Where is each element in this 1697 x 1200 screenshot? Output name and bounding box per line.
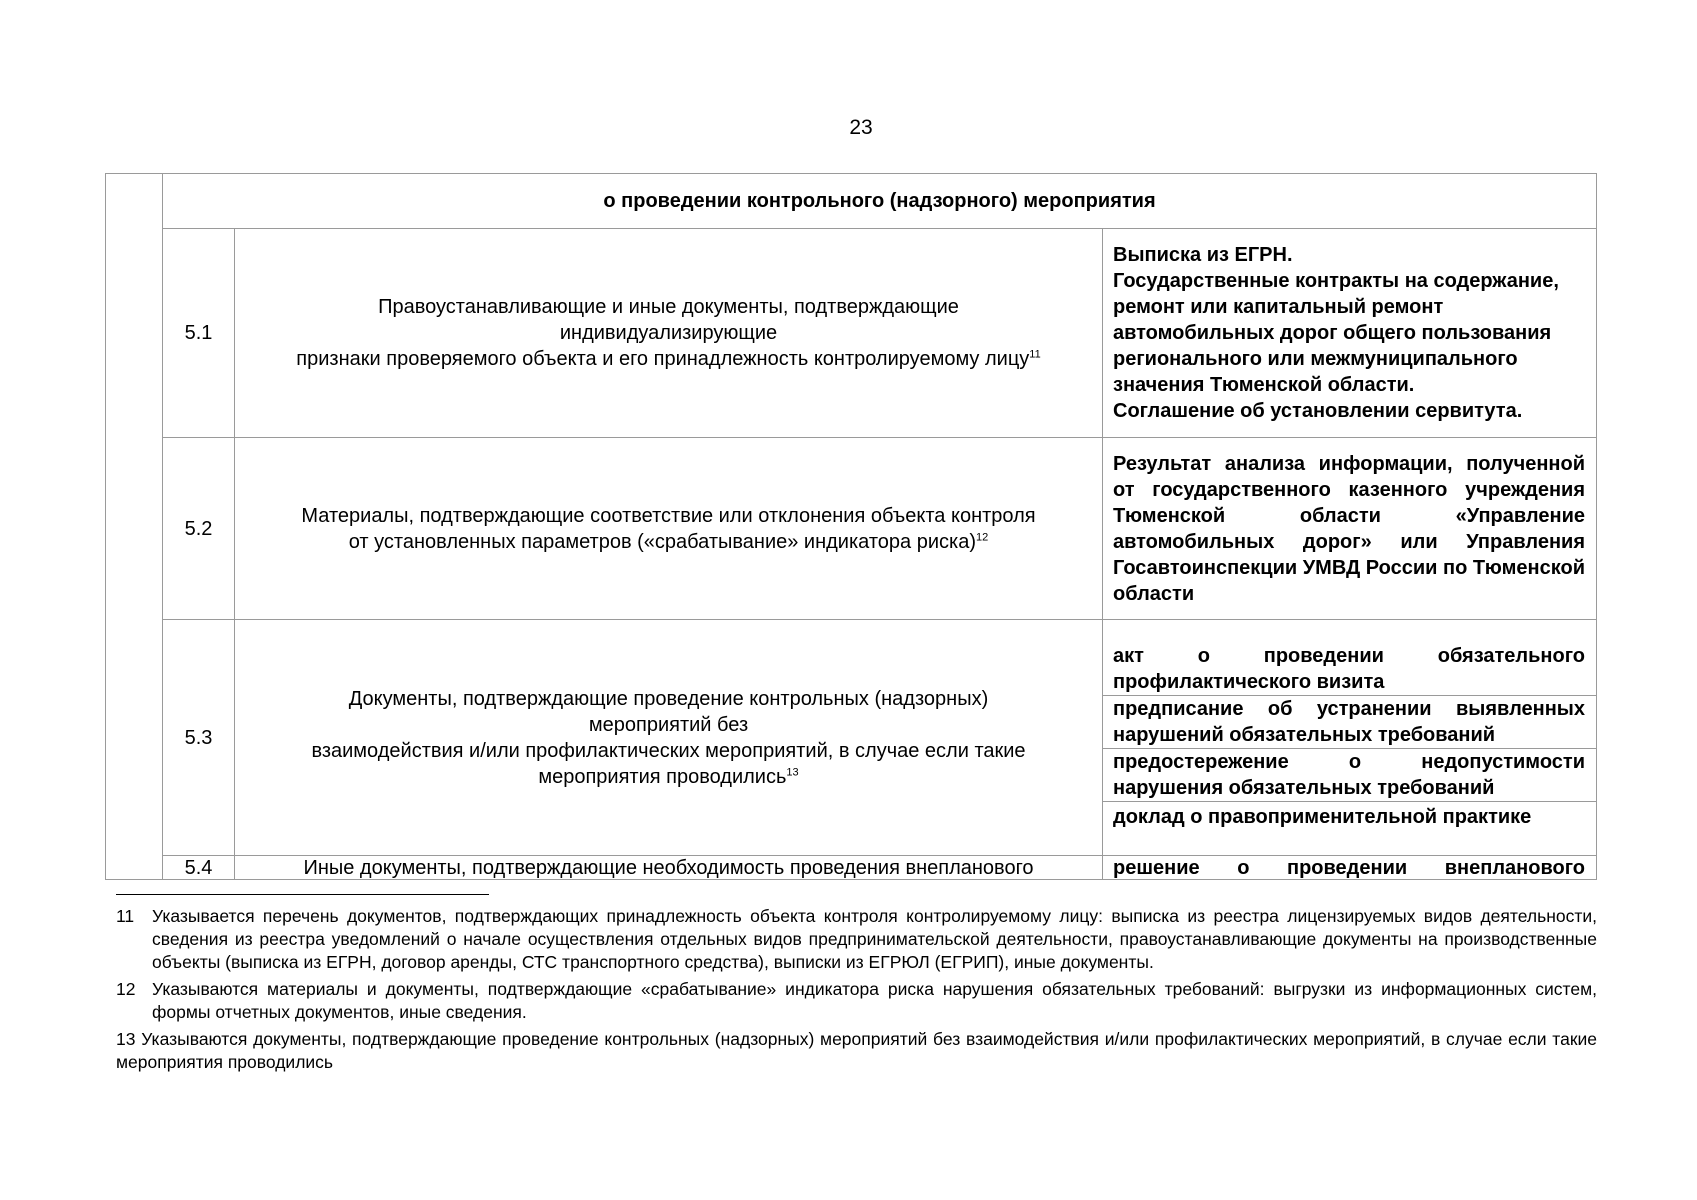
footnote <box>116 978 1597 1024</box>
footnote <box>116 905 1597 974</box>
evidence-item: акт о проведении обязательного профилактического визита <box>1113 645 1585 693</box>
desc-line <box>235 764 1102 790</box>
footnotes <box>116 905 1597 1078</box>
footnote <box>116 1028 1597 1074</box>
desc-line: взаимодействия и/или профилактических мероприятий, в случае если такие <box>311 739 1026 762</box>
row-description <box>235 438 1103 620</box>
evidence-box <box>1103 748 1596 801</box>
desc-line: Иные документы, подтверждающие необходимость проведения внепланового <box>303 856 1034 879</box>
footnote-text: Указываются документы, подтверждающие проведение контрольных (надзорных) мероприятий без взаимодействия и/или профилактических мероприятий, в случае если такие мероприятия проводились <box>116 1029 1597 1072</box>
footnote-number: 11 <box>116 906 135 926</box>
desc-line-text: мероприятия проводились <box>538 765 787 788</box>
row-evidence <box>1103 620 1597 856</box>
footnote-text: Указываются материалы и документы, подтверждающие «срабатывание» индикатора риска нарушения обязательных требований: выгрузки из информационных систем, формы отчетных документов, иные сведения. <box>152 979 1597 1022</box>
footnote-number: 13 <box>116 1029 136 1049</box>
desc-line-text: от установленных параметров («срабатывание» индикатора риска) <box>348 530 976 553</box>
table-header-row <box>106 174 1597 229</box>
table-row <box>106 620 1597 856</box>
row-description <box>235 620 1103 856</box>
evidence-item: решение о проведении внепланового <box>1113 856 1585 879</box>
footnote-ref: 11 <box>1029 348 1041 361</box>
desc-line: Документы, подтверждающие проведение контрольных (надзорных) <box>348 687 989 710</box>
footnote-ref: 12 <box>975 530 989 543</box>
footnote-ref: 13 <box>786 765 799 778</box>
evidence-box <box>1103 695 1596 748</box>
footnote-number: 12 <box>116 979 136 999</box>
page-number: 23 <box>849 116 873 139</box>
desc-line <box>235 529 1102 555</box>
row-number: 5.1 <box>163 229 235 438</box>
table-row <box>106 229 1597 438</box>
desc-line: мероприятий без <box>588 713 749 736</box>
requirements-table <box>105 173 1597 880</box>
table-header: о проведении контрольного (надзорного) мероприятия <box>163 174 1597 229</box>
evidence-item: Результат анализа информации, полученной от государственного казенного учреждения Тюменской области «Управление автомобильных дорог» или Управления Госавтоинспекции УМВД России по Тюменской области <box>1113 452 1585 605</box>
row-evidence <box>1103 438 1597 620</box>
desc-line: индивидуализирующие <box>559 322 778 344</box>
row-description <box>235 856 1103 880</box>
footnote-separator <box>116 894 489 895</box>
evidence-item: Выписка из ЕГРН. Государственные контракты на содержание, ремонт или капитальный ремонт автомобильных дорог общего пользования регионального или межмуниципального значения Тюменской области. Соглашение об установлении сервитута. <box>1113 244 1559 422</box>
footnote-text: Указывается перечень документов, подтверждающих принадлежность объекта контроля контролируемому лицу: выписка из реестра лицензируемых видов деятельности, сведения из реестра уведомлений о начале осуществления отдельных видов предпринимательской деятельности, правоустанавливающие документы на производственные объекты (выписка из ЕГРН, договор аренды, СТС транспортного средства), выписки из ЕГРЮЛ (ЕГРИП), иные документы. <box>152 906 1597 972</box>
table-row <box>106 856 1597 880</box>
evidence-box <box>1103 801 1596 832</box>
row-description <box>235 229 1103 438</box>
row-evidence <box>1103 856 1597 880</box>
evidence-item: доклад о правоприменительной практике <box>1113 806 1532 828</box>
blank-column <box>106 174 163 880</box>
evidence-box <box>1103 643 1596 695</box>
row-number: 5.3 <box>163 620 235 856</box>
desc-line <box>235 346 1102 372</box>
row-number: 5.2 <box>163 438 235 620</box>
evidence-item: предостережение о недопустимости нарушения обязательных требований <box>1113 751 1585 799</box>
desc-line: Материалы, подтверждающие соответствие или отклонения объекта контроля <box>301 504 1036 527</box>
desc-line: Правоустанавливающие и иные документы, подтверждающие <box>378 296 959 318</box>
desc-line-text: признаки проверяемого объекта и его принадлежность контролируемому лицу <box>296 348 1030 370</box>
row-number: 5.4 <box>163 856 235 880</box>
table-row <box>106 438 1597 620</box>
evidence-item: предписание об устранении выявленных нарушений обязательных требований <box>1113 698 1585 746</box>
row-evidence <box>1103 229 1597 438</box>
